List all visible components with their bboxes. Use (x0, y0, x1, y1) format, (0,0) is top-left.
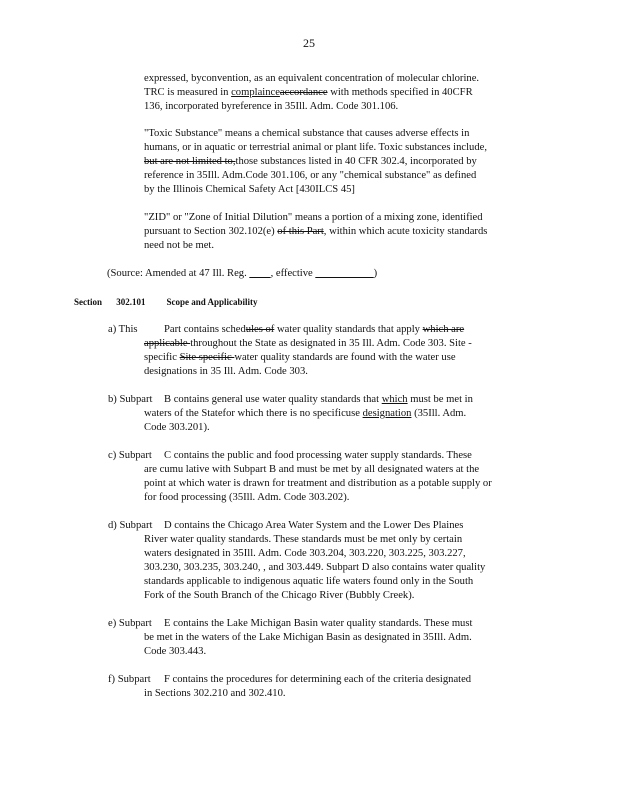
text-line: by the Illinois Chemical Safety Act [430ILCS 45] (144, 184, 355, 195)
text-run: (Source: Amended at 47 Ill. Reg. (107, 268, 250, 279)
text-run: be met in the waters of the Lake Michigan Basin as designated in 35Ill. Adm. (144, 632, 472, 643)
subsection-item (108, 323, 538, 379)
deleted-text: which are (422, 324, 465, 335)
deleted-text: Site specific (179, 352, 235, 363)
section-title: Scope and Applicability (166, 297, 258, 307)
subsection-label: b) Subpart (108, 394, 153, 405)
text-run: E contains the Lake Michigan Basin water quality standards. These must (164, 618, 473, 629)
text-line (108, 365, 538, 379)
text-line (108, 673, 538, 687)
text-run: ) (373, 268, 378, 279)
text-run: designations in 35 Ill. Adm. Code 303. (144, 366, 308, 377)
section-number: 302.101 (116, 297, 146, 307)
subsection-label: c) Subpart (108, 450, 152, 461)
deleted-text: applicable (144, 338, 191, 349)
text-run: are cumu lative with Subpart B and must be met by all designated waters at the (144, 464, 480, 475)
text-line (107, 267, 537, 281)
text-run: Part contains sched (164, 324, 246, 335)
text-run: F contains the procedures for determining each of the criteria designated (164, 674, 472, 685)
text-line (108, 645, 538, 659)
section-heading (74, 297, 258, 307)
text-run: in Sections 302.210 and 302.410. (144, 688, 286, 699)
text-run: those substances listed in 40 CFR 302.4, incorporated by (235, 156, 477, 167)
text-run: Fork of the South Branch of the Chicago River (Bubbly Creek). (144, 590, 415, 601)
text-run: Code 303.443. (144, 646, 207, 657)
text-line: need not be met. (144, 240, 215, 251)
text-line (108, 547, 538, 561)
text-line (108, 687, 538, 701)
text-line (108, 463, 538, 477)
source-note (107, 267, 537, 281)
text-run: waters designated in 35Ill. Adm. Code 303.204, 303.220, 303.225, 303.227, (144, 548, 466, 559)
text-run: , within which acute toxicity standards (323, 226, 488, 237)
text-run: water quality standards are found with the water use (234, 352, 456, 363)
subsection-label: e) Subpart (108, 618, 152, 629)
deleted-text: but are not limited to, (144, 156, 236, 167)
text-line (108, 421, 538, 435)
text-line (108, 477, 538, 491)
text-run: D contains the Chicago Area Water System and the Lower Des Plaines (164, 520, 464, 531)
text-line (108, 449, 538, 463)
text-line (144, 225, 532, 239)
text-run: specific (144, 352, 180, 363)
subsection-item (108, 617, 538, 659)
text-line (108, 337, 538, 351)
text-run: 303.230, 303.235, 303.240, , and 303.449. Subpart D also contains water quality (144, 562, 486, 573)
text-run: (35Ill. Adm. (411, 408, 467, 419)
text-line (108, 519, 538, 533)
text-line: "ZID" or "Zone of Initial Dilution" means a portion of a mixing zone, identified (144, 212, 483, 223)
text-line (144, 155, 532, 169)
text-run: with methods specified in 40CFR (327, 87, 473, 98)
text-run: waters of the Statefor which there is no specificuse (144, 408, 363, 419)
deleted-text: of this Part (277, 226, 324, 237)
text-run: standards applicable to indigenous aquatic life waters found only in the South (144, 576, 474, 587)
text-line (144, 86, 532, 100)
text-run: for food processing (35Ill. Adm. Code 303.202). (144, 492, 350, 503)
deleted-text: accordance (279, 87, 328, 98)
text-run: throughout the State as designated in 35 Ill. Adm. Code 303. Site - (190, 338, 472, 349)
text-line (108, 575, 538, 589)
text-run: TRC is measured in (144, 87, 232, 98)
text-line (108, 491, 538, 505)
text-run: C contains the public and food processing water supply standards. These (164, 450, 472, 461)
subsection-item (108, 393, 538, 435)
subsection-label: d) Subpart (108, 520, 153, 531)
text-line (108, 589, 538, 603)
definition-trc-paragraph (144, 72, 532, 114)
text-run: , effective (270, 268, 316, 279)
definition-toxic-substance-paragraph (144, 127, 532, 197)
subsection-item (108, 449, 538, 505)
text-line (108, 323, 538, 337)
text-line (108, 533, 538, 547)
text-line (108, 407, 538, 421)
text-line (108, 351, 538, 365)
text-run: Code 303.201). (144, 422, 210, 433)
deleted-text: ules of (245, 324, 275, 335)
page-number: 25 (303, 36, 315, 50)
subsection-item (108, 673, 538, 701)
text-run: pursuant to Section 302.102(e) (144, 226, 278, 237)
text-line: "Toxic Substance" means a chemical substance that causes adverse effects in (144, 128, 470, 139)
text-line: reference in 35Ill. Adm.Code 301.106, or any "chemical substance" as defined (144, 170, 477, 181)
text-run: water quality standards that apply (274, 324, 423, 335)
definition-zid-paragraph (144, 211, 532, 253)
text-run: point at which water is drawn for treatment and distribution as a potable supply or (144, 478, 492, 489)
inserted-text: which (381, 394, 408, 405)
text-run: must be met in (407, 394, 473, 405)
section-label: Section (74, 297, 102, 307)
text-line: expressed, byconvention, as an equivalent concentration of molecular chlorine. (144, 73, 480, 84)
text-line (108, 561, 538, 575)
subsection-item (108, 519, 538, 603)
text-line (108, 617, 538, 631)
inserted-text: designation (362, 408, 412, 419)
text-line: 136, incorporated byreference in 35Ill. Adm. Code 301.106. (144, 101, 399, 112)
blank-field: ___________ (315, 268, 374, 279)
inserted-text: complaince (231, 87, 280, 98)
text-line (108, 393, 538, 407)
text-run: River water quality standards. These standards must be met only by certain (144, 534, 463, 545)
subsection-label: f) Subpart (108, 674, 151, 685)
text-line (108, 631, 538, 645)
blank-field: ____ (249, 268, 271, 279)
subsection-label: a) This (108, 324, 138, 335)
text-run: B contains general use water quality standards that (164, 394, 382, 405)
text-line: humans, or in aquatic or terrestrial animal or plant life. Toxic substances include, (144, 142, 487, 153)
